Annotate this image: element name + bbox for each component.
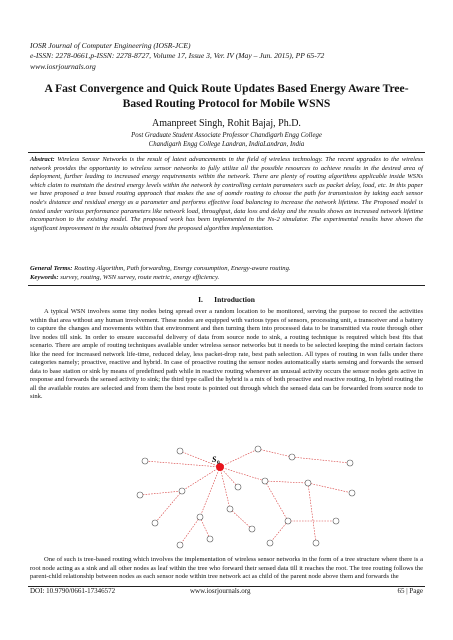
affiliation-line-1: Post Graduate Student Associate Professor Chandigarh Engg College (131, 132, 322, 139)
tree-edge (308, 483, 352, 493)
tree-edge (155, 491, 182, 523)
tree-edge (180, 517, 200, 545)
sensor-node (313, 540, 319, 546)
sensor-node (249, 526, 255, 532)
section-heading: I. Introduction (198, 295, 255, 304)
sensor-node (177, 542, 183, 548)
journal-name: IOSR Journal of Computer Engineering (IOSR-JCE) (30, 41, 191, 50)
tree-edge (145, 461, 220, 467)
sensor-node (289, 454, 295, 460)
sensor-node (349, 490, 355, 496)
tree-edge (140, 491, 182, 495)
sensor-node (142, 458, 148, 464)
footer-website: www.iosrjournals.org (190, 587, 251, 595)
tree-edge (265, 481, 308, 483)
paper-title: A Fast Convergence and Quick Route Updates Based Energy Aware Tree-Based Routing Protocol for Mobile WSNS (44, 82, 409, 110)
intro-paragraph-2: One of such is tree-based routing which involves the implementation of wireless sensor networks in the form of a tree structure where there is a root node acting as a sink and all other nodes as leaf within the tree who forward their sensed data till it reaches the root. The tree routing follows the parent-child relationship between nodes as each sensor node within tree network act as child of the parent node above them and forwards the (30, 556, 423, 581)
intro-paragraph-1: A typical WSN involves some tiny nodes being spread over a random location to be monitored, serving the purpose to record the activities within that area without any human involvement. These nodes are equipped with various types of sensors, processing unit, a transceiver and a battery to capture the changes and movements within that environment and then turning them into processed data to be transmitted via route through other live nodes till sink. In order to ensure successful delivery of data from source node to sink, a routing technique is required which best fits that scenario. There are ample of routing techniques available under wireless sensor networks but it needs to be selected keeping the mind certain factors like the need for increased network life-time, reduced delay, less packet-drop rate, best path selection. All types of routing in wsn falls under there categories namely; proactive, reactive and hybrid. In case of proactive routing the sensor nodes automatically starts sensing and forwards the sensed data to base station or sink by means of predefined path while in reactive routing whenever an unusual activity occurs the sensor nodes gets active in response and forwards the sensed activity to sink; the third type called the hybrid is a mix of both proactive and reactive routing, In hybrid routing the all the available routes are selected and from them the best route is pointed out through which the sensed data can be forwarded from source node to sink. (30, 308, 423, 401)
paper-authors: Amanpreet Singh, Rohit Bajaj, Ph.D. (152, 118, 301, 129)
sensor-node (285, 518, 291, 524)
tree-edge (200, 467, 220, 517)
tree-edge (200, 517, 210, 539)
sensor-node (207, 536, 213, 542)
tree-edge (182, 467, 220, 491)
tree-edge (220, 467, 230, 509)
abstract-text: Wireless Sensor Networks is the result of latest advancements in the field of wireless technology. The recent upgrades to the wireless network provides the opportunity to wireless sensor networks to fully utilize all the possible resources to achieve results in the desired area of deployment, further leading to increased energy requirements within the network. There are plenty of routing algorithms applicable inside WSNs which claim to maintain the desired energy levels within the network by controlling certain parameters such as packet delay, load, etc. In this paper we have proposed a tree based routing approach that makes the use of aomdv routing to choose the path for transmission by taking each sensor node's distance and residual energy as a parameter and performs effective load balancing to increase the network lifetime. The Proposed model is tested under various performance parameters like network load, throughput, data loss and delay and the results shows an increased network lifetime incomparison to the existing model. The proposed work has been implemented in the Ns-2 simulator. The experimental results have shown the significant improvement in the results obtained from the proposed algorithm implementation. (30, 156, 423, 232)
sensor-node (137, 492, 143, 498)
issn-line: e-ISSN: 2278-0661,p-ISSN: 2278-8727, Volume 17, Issue 3, Ver. IV (May – Jun. 2015), PP 65-72 (30, 51, 325, 61)
sensor-node (235, 484, 241, 490)
keywords-label: Keywords: (30, 274, 59, 281)
general-terms-text: Routing Algorithm, Path forwarding, Energy consumption, Energy-aware routing. (74, 265, 291, 272)
root-label (212, 455, 220, 466)
abstract (30, 156, 423, 233)
tree-edge (230, 509, 252, 529)
root-label-s: S (212, 455, 217, 464)
sensor-node (197, 514, 203, 520)
general-terms (30, 265, 423, 274)
sensor-node (333, 518, 339, 524)
author-affiliation (30, 131, 423, 149)
tree-edge (220, 467, 265, 481)
root-label-subscript: 0 (217, 460, 220, 466)
sensor-node (179, 488, 185, 494)
tree-edge (308, 483, 316, 543)
sensor-node (177, 448, 183, 454)
affiliation-line-2: Chandigarh Engg College Landran, IndiaLandran, India (148, 141, 305, 149)
tree-nodes (137, 446, 355, 548)
sensor-node (267, 540, 273, 546)
tree-edges (140, 449, 352, 545)
general-terms-label: General Terms: (30, 265, 73, 272)
keywords (30, 274, 423, 283)
sensor-node (347, 460, 353, 466)
sensor-node (262, 478, 268, 484)
divider-bottom (28, 285, 425, 286)
abstract-label: Abstract: (30, 156, 55, 163)
tree-edge (270, 521, 288, 543)
sensor-node (255, 446, 261, 452)
footer-doi: DOI: 10.9790/0661-17346572 (30, 587, 116, 595)
journal-header (30, 41, 324, 72)
tree-edge (258, 449, 292, 457)
sensor-node (227, 506, 233, 512)
keywords-text: survey, routing, WSN survey, route metric, energy efficiency. (60, 274, 220, 281)
sensor-node (305, 480, 311, 486)
tree-network-figure (120, 443, 360, 549)
tree-edge (292, 457, 350, 463)
sensor-node (152, 520, 158, 526)
divider-top (28, 152, 425, 153)
footer-page-number: 65 | Page (397, 587, 423, 595)
tree-edge (220, 449, 258, 467)
tree-edge (265, 481, 288, 521)
journal-website: www.iosrjournals.org (30, 61, 96, 71)
